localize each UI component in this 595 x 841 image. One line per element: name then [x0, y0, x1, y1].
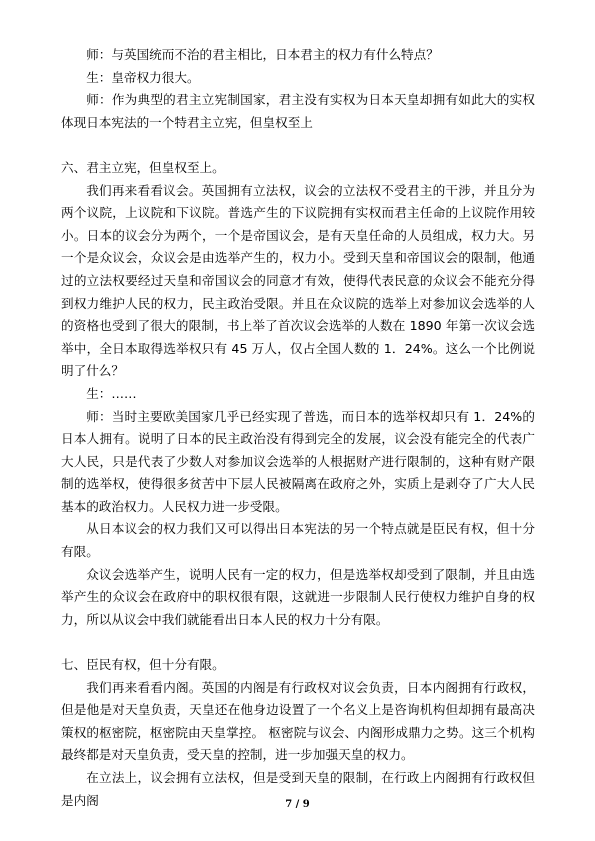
document-body	[61, 44, 535, 812]
dialog-line: 师：与英国统而不治的君主相比，日本君主的权力有什么特点？	[86, 47, 439, 62]
section-heading: 七、臣民有权，但十分有限。	[61, 657, 225, 673]
paragraph-gap	[61, 631, 535, 654]
dialog-line: 生：……	[86, 385, 137, 401]
dialog-line: 生：皇帝权力很大。	[86, 69, 200, 85]
body-paragraph: 在立法上，议会拥有立法权，但是受到天皇的限制，在行政上内阁拥有行政权但是内阁	[61, 770, 535, 808]
paragraph-gap	[61, 134, 535, 157]
dialog-line: 师：当时主要欧美国家几乎已经实现了普选，而日本的选举权却只有 1．24%的日本人拥有。说明了日本的民主政治没有得到完全的发展，议会没有能完全的代表广大人民，只是代表了少数人对参加议会选举的人根据财产进行限制的，这种有财产限制的选举权，使得很多贫苦中下层人民被隔离在政府之外，实质上是剥夺了广大人民基本的政治权力。人民权力进一步受限。	[61, 408, 535, 514]
page-number: 7 / 9	[285, 799, 310, 810]
body-paragraph: 我们再来看看内阁。英国的内阁是有行政权对议会负责，日本内阁拥有行政权，但是他是对天皇负责，天皇还在他身边设置了一个名义上是咨询机构但却拥有最高决策权的枢密院，枢密院由天皇掌控。 枢密院与议会、内阁形成鼎力之势。这三个机构最终都是对天皇负责，受天皇的控制，进一步加强天皇的权力。	[61, 679, 535, 763]
body-paragraph: 众议会选举产生，说明人民有一定的权力，但是选举权却受到了限制，并且由选举产生的众议会在政府中的职权很有限，这就进一步限制人民行使权力维护自身的权力，所以从议会中我们就能看出日本人民的权力十分有限。	[61, 566, 535, 627]
section-heading: 六、君主立宪，但皇权至上。	[61, 159, 225, 175]
body-paragraph: 从日本议会的权力我们又可以得出日本宪法的另一个特点就是臣民有权，但十分有限。	[61, 521, 535, 560]
body-paragraph: 我们再来看看议会。英国拥有立法权，议会的立法权不受君主的干涉，并且分为两个议院，上议院和下议院。普选产生的下议院拥有实权而君主任命的上议院作用较小。日本的议会分为两个，一个是帝国议会，是有天皇任命的人员组成，权力大。另一个是众议会，众议会是由选举产生的，权力小。受到天皇和帝国议会的限制，他通过的立法权要经过天皇和帝国议会的同意才有效，使得代表民意的众议会不能充分得到权力维护人民的权力，民主政治受限。并且在众议院的选举上对参加议会选举的人的资格也受到了很大的限制，书上举了首次议会选举的人数在 1890 年第一次议会选举中，全日本取得选举权只有 45 万人，仅占全国人数的 1．24%。这么一个比例说明了什么？	[61, 182, 535, 379]
dialog-line: 师：作为典型的君主立宪制国家，君主没有实权为日本天皇却拥有如此大的实权体现日本宪法的一个特君主立宪，但皇权至上	[61, 92, 535, 130]
